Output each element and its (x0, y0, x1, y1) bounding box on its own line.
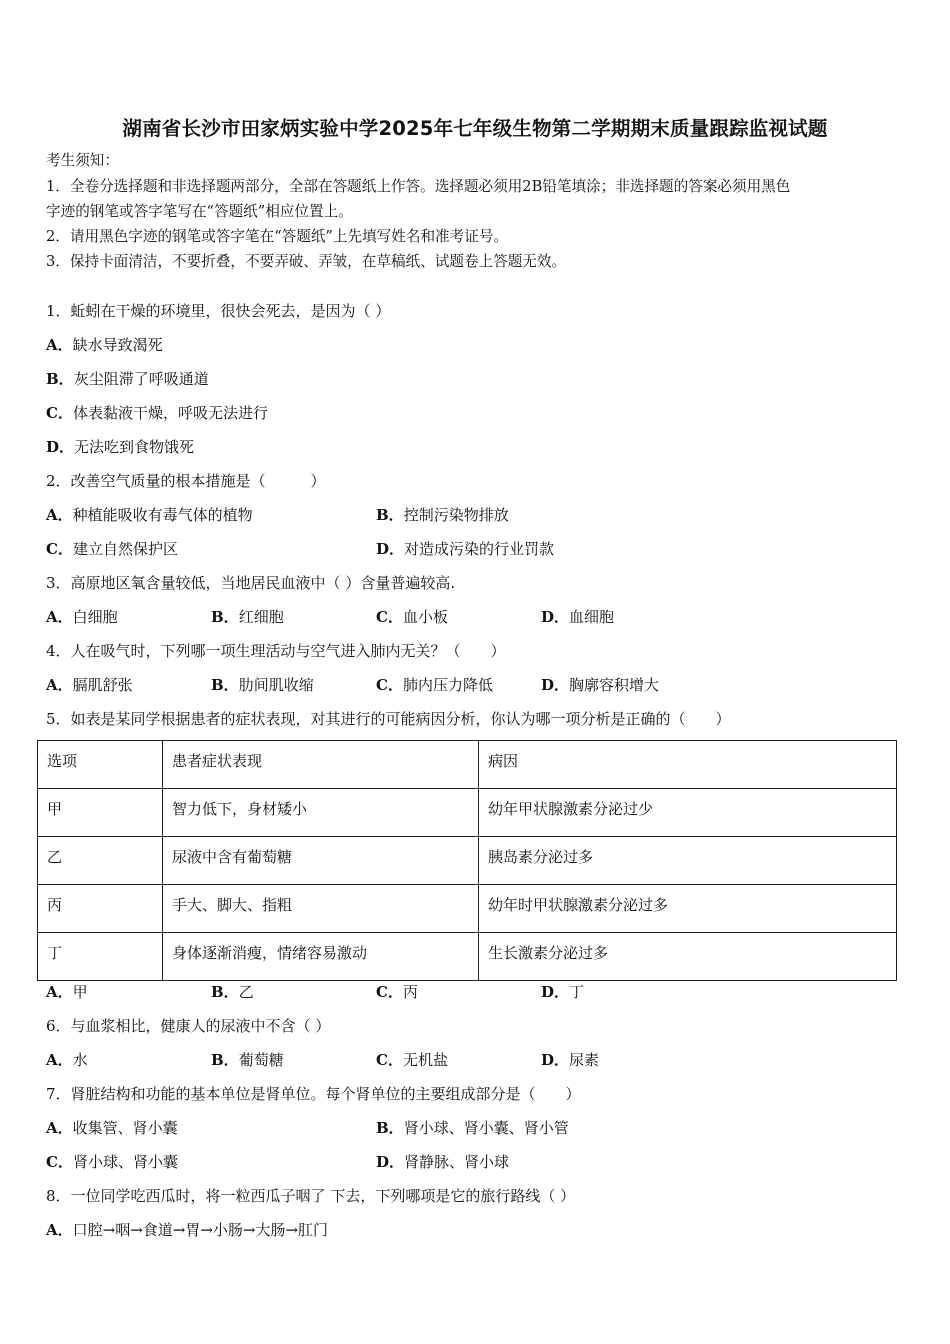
option-text: 甲 (72, 983, 88, 1001)
option-letter: B． (376, 1119, 404, 1137)
question-7-option-c (46, 1152, 178, 1172)
option-text: 无法吃到食物饿死 (74, 438, 195, 456)
option-letter: A． (46, 336, 73, 354)
option-letter: B． (211, 608, 239, 626)
question-6-stem: 6．与血浆相比，健康人的尿液中不含（ ） (46, 1017, 331, 1035)
question-1-stem: 1．蚯蚓在干燥的环境里，很快会死去，是因为（ ） (46, 302, 391, 320)
table-cell: 甲 (38, 789, 163, 837)
option-text: 血小板 (402, 608, 448, 626)
question-3-stem: 3．高原地区氧含量较低，当地居民血液中（ ）含量普遍较高. (46, 574, 456, 592)
question-4-option-c (376, 675, 493, 695)
question-8-option-a (46, 1220, 328, 1240)
option-letter: D． (541, 1051, 570, 1069)
option-letter: C． (46, 404, 73, 422)
option-letter: C． (46, 540, 73, 558)
option-letter: A． (46, 983, 73, 1001)
option-letter: D． (376, 1153, 405, 1171)
question-5-stem: 5．如表是某同学根据患者的症状表现，对其进行的可能病因分析，你认为哪一项分析是正确的（ ） (46, 710, 731, 728)
table-cell: 手大、脚大、指粗 (163, 885, 479, 933)
option-text: 丁 (569, 983, 585, 1001)
option-text: 收集管、肾小囊 (72, 1119, 178, 1137)
option-letter: D． (46, 438, 75, 456)
table-row (38, 789, 897, 837)
option-text: 对造成污染的行业罚款 (404, 540, 555, 558)
question-1-option-d (46, 437, 194, 457)
question-3-option-c (376, 607, 448, 627)
question-1-option-b (46, 369, 209, 389)
question-4-option-d (541, 675, 659, 695)
option-letter: B． (376, 506, 404, 524)
question-3-option-a (46, 607, 118, 627)
option-text: 水 (72, 1051, 88, 1069)
option-letter: D． (541, 983, 570, 1001)
notice-line: 3．保持卡面清洁，不要折叠，不要弄破、弄皱，在草稿纸、试题卷上答题无效。 (46, 253, 567, 270)
option-letter: A． (46, 506, 73, 524)
notice-line: 字迹的钢笔或答字笔写在“答题纸”相应位置上。 (46, 203, 353, 220)
question-7-option-b (376, 1118, 569, 1138)
table-cell: 乙 (38, 837, 163, 885)
option-text: 肾静脉、肾小球 (404, 1153, 510, 1171)
option-letter: D． (541, 608, 570, 626)
option-text: 种植能吸收有毒气体的植物 (72, 506, 253, 524)
option-letter: D． (376, 540, 405, 558)
option-letter: C． (376, 608, 403, 626)
option-letter: A． (46, 608, 73, 626)
question-4-option-b (211, 675, 314, 695)
question-2-stem: 2．改善空气质量的根本措施是（ ） (46, 472, 326, 490)
notice-heading: 考生须知： (46, 152, 119, 169)
question-2-option-b (376, 505, 509, 525)
table-cell: 胰岛素分泌过多 (479, 837, 897, 885)
table-cell: 智力低下，身材矮小 (163, 789, 479, 837)
option-text: 血细胞 (569, 608, 615, 626)
option-letter: C． (376, 676, 403, 694)
option-text: 丙 (402, 983, 418, 1001)
page-title: 湖南省长沙市田家炳实验中学2025年七年级生物第二学期期末质量跟踪监视试题 (122, 117, 828, 140)
table-cell: 尿液中含有葡萄糖 (163, 837, 479, 885)
question-7-option-a (46, 1118, 178, 1138)
question-2-option-d (376, 539, 554, 559)
table-header-row (38, 741, 897, 789)
option-text: 乙 (238, 983, 254, 1001)
question-7-option-d (376, 1152, 509, 1172)
option-text: 尿素 (569, 1051, 600, 1069)
question-1-option-a (46, 335, 163, 355)
option-text: 葡萄糖 (238, 1051, 284, 1069)
option-text: 肾小球、肾小囊 (72, 1153, 178, 1171)
option-text: 建立自然保护区 (72, 540, 178, 558)
question-6-option-c (376, 1050, 448, 1070)
question-3-option-d (541, 607, 614, 627)
table-header-cell: 选项 (38, 741, 163, 789)
table-cell: 幼年时甲状腺激素分泌过多 (479, 885, 897, 933)
table-cell: 生长激素分泌过多 (479, 933, 897, 981)
option-text: 控制污染物排放 (403, 506, 509, 524)
option-letter: A． (46, 676, 73, 694)
table-header-cell: 病因 (479, 741, 897, 789)
question-3-option-b (211, 607, 284, 627)
question-5-option-b (211, 982, 254, 1002)
option-text: 灰尘阻滞了呼吸通道 (73, 370, 209, 388)
symptom-table (37, 740, 897, 981)
table-row (38, 885, 897, 933)
question-6-option-b (211, 1050, 284, 1070)
table-cell: 丙 (38, 885, 163, 933)
option-text: 口腔→咽→食道→胃→小肠→大肠→肛门 (72, 1221, 329, 1239)
question-5-option-d (541, 982, 584, 1002)
question-8-stem: 8．一位同学吃西瓜时，将一粒西瓜子咽了 下去，下列哪项是它的旅行路线（ ） (46, 1187, 576, 1205)
question-6-option-a (46, 1050, 88, 1070)
option-letter: A． (46, 1221, 73, 1239)
question-5-option-a (46, 982, 88, 1002)
option-letter: D． (541, 676, 570, 694)
question-4-stem: 4．人在吸气时，下列哪一项生理活动与空气进入肺内无关？（ ） (46, 642, 506, 660)
option-text: 肺内压力降低 (402, 676, 493, 694)
notice-line: 1．全卷分选择题和非选择题两部分，全部在答题纸上作答。选择题必须用2B铅笔填涂；非选择题的答案必须用黑色 (46, 178, 791, 195)
option-text: 膈肌舒张 (72, 676, 133, 694)
option-text: 缺水导致渴死 (72, 336, 163, 354)
table-header-cell: 患者症状表现 (163, 741, 479, 789)
question-2-option-a (46, 505, 253, 525)
option-letter: B． (46, 370, 74, 388)
option-letter: C． (376, 1051, 403, 1069)
table-cell: 身体逐渐消瘦，情绪容易激动 (163, 933, 479, 981)
option-letter: B． (211, 983, 239, 1001)
option-letter: B． (211, 1051, 239, 1069)
option-letter: A． (46, 1119, 73, 1137)
option-text: 肾小球、肾小囊、肾小管 (403, 1119, 569, 1137)
option-text: 无机盐 (402, 1051, 448, 1069)
option-letter: A． (46, 1051, 73, 1069)
option-text: 白细胞 (72, 608, 118, 626)
table-cell: 丁 (38, 933, 163, 981)
table-cell: 幼年甲状腺激素分泌过少 (479, 789, 897, 837)
notice-line: 2．请用黑色字迹的钢笔或答字笔在“答题纸”上先填写姓名和准考证号。 (46, 228, 509, 245)
table-row (38, 933, 897, 981)
option-text: 肋间肌收缩 (238, 676, 314, 694)
question-1-option-c (46, 403, 268, 423)
table-row (38, 837, 897, 885)
option-letter: C． (46, 1153, 73, 1171)
option-text: 体表黏液干燥，呼吸无法进行 (72, 404, 268, 422)
question-2-option-c (46, 539, 178, 559)
option-text: 胸廓容积增大 (569, 676, 660, 694)
question-7-stem: 7．肾脏结构和功能的基本单位是肾单位。每个肾单位的主要组成部分是（ ） (46, 1085, 581, 1103)
option-text: 红细胞 (238, 608, 284, 626)
question-6-option-d (541, 1050, 599, 1070)
option-letter: C． (376, 983, 403, 1001)
question-5-option-c (376, 982, 418, 1002)
question-4-option-a (46, 675, 133, 695)
option-letter: B． (211, 676, 239, 694)
